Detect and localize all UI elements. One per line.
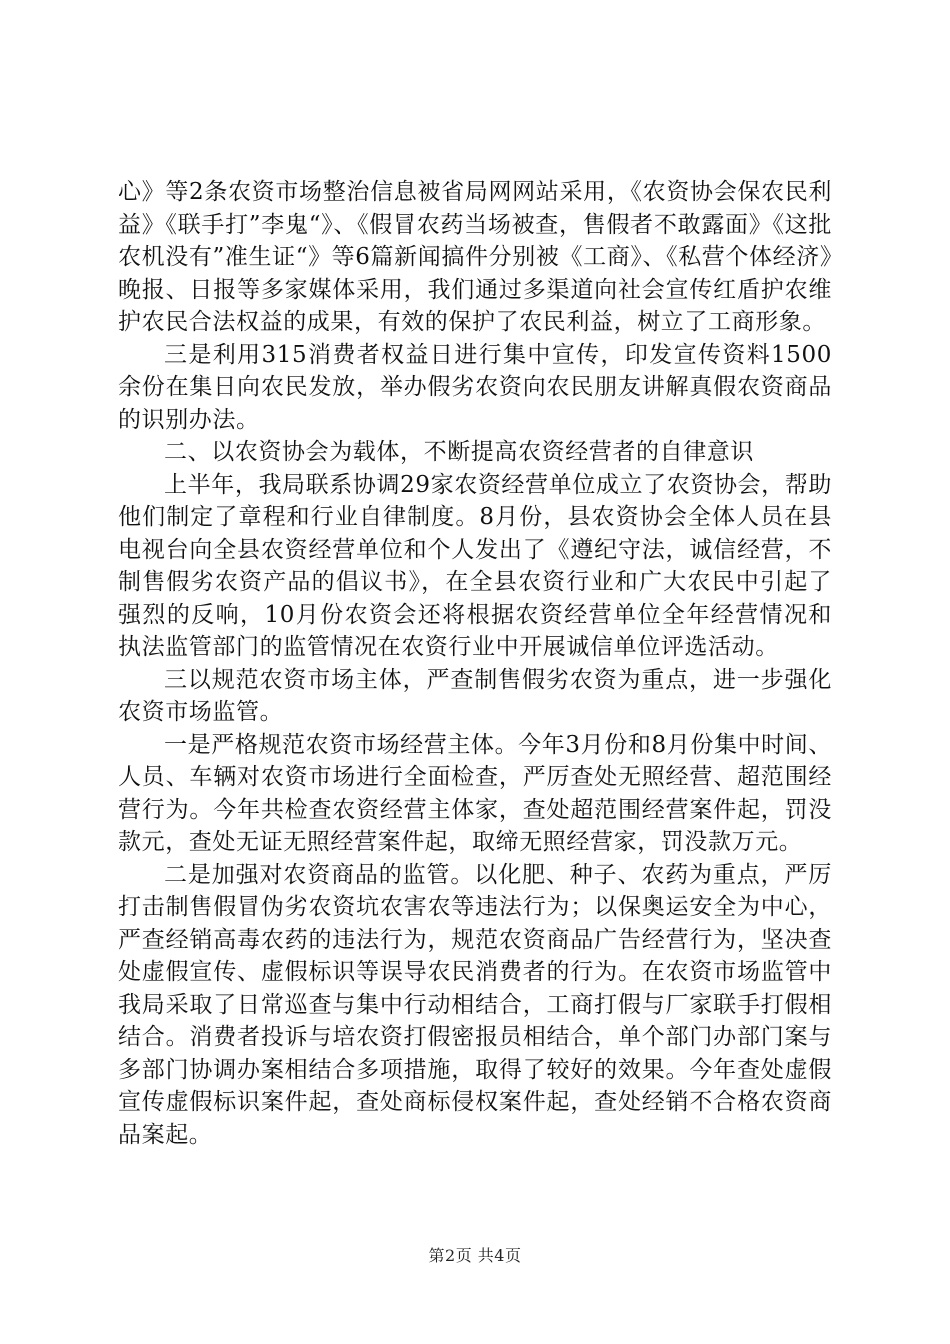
section-heading-3: 三以规范农资市场主体，严查制售假劣农资为重点，进一步强化农资市场监管。 <box>118 666 832 725</box>
page-footer: 第2页 共4页 <box>428 1246 522 1265</box>
paragraph-continued: 心》等2条农资市场整治信息被省局网网站采用，《农资协会保农民利益》《联手打”李鬼“》、《假冒农药当场被查，售假者不敢露面》《这批农机没有”准生证“》等6篇新闻搞件分别被《工商》、《私营个体经济》晚报、日报等多家媒体采用，我们通过多渠道向社会宣传红盾护农维护农民合法权益的成果，有效的保护了农民利益，树立了工商形象。 <box>118 179 832 335</box>
document-body <box>118 176 832 1151</box>
paragraph-market-subjects: 一是严格规范农资市场经营主体。今年3月份和8月份集中时间、人员、车辆对农资市场进行全面检查，严厉查处无照经营、超范围经营行为。今年共检查农资经营主体家，查处超范围经营案件起，罚没款元，查处无证无照经营案件起，取缔无照经营家，罚没款万元。 <box>118 731 832 855</box>
paragraph-commodity-supervision: 二是加强对农资商品的监管。以化肥、种子、农药为重点，严厉打击制售假冒伪劣农资坑农害农等违法行为；以保奥运安全为中心，严查经销高毒农药的违法行为，规范农资商品广告经营行为，坚决查处虚假宣传、虚假标识等误导农民消费者的行为。在农资市场监管中我局采取了日常巡查与集中行动相结合，工商打假与厂家联手打假相结合。消费者投诉与培农资打假密报员相结合，单个部门办部门案与多部门协调办案相结合多项措施，取得了较好的效果。今年查处虚假宣传虚假标识案件起，查处商标侵权案件起，查处经销不合格农资商品案起。 <box>118 861 832 1148</box>
section-heading-2: 二、以农资协会为载体，不断提高农资经营者的自律意识 <box>164 439 754 465</box>
paragraph-315-publicity: 三是利用315消费者权益日进行集中宣传，印发宣传资料1500余份在集日向农民发放，举办假劣农资向农民朋友讲解真假农资商品的识别办法。 <box>118 341 832 433</box>
paragraph-association: 上半年，我局联系协调29家农资经营单位成立了农资协会，帮助他们制定了章程和行业自律制度。8月份，县农资协会全体人员在县电视台向全县农资经营单位和个人发出了《遵纪守法，诚信经营，不制售假劣农资产品的倡议书》，在全县农资行业和广大农民中引起了强烈的反响，10月份农资会还将根据农资经营单位全年经营情况和执法监管部门的监管情况在农资行业中开展诚信单位评选活动。 <box>118 471 832 660</box>
